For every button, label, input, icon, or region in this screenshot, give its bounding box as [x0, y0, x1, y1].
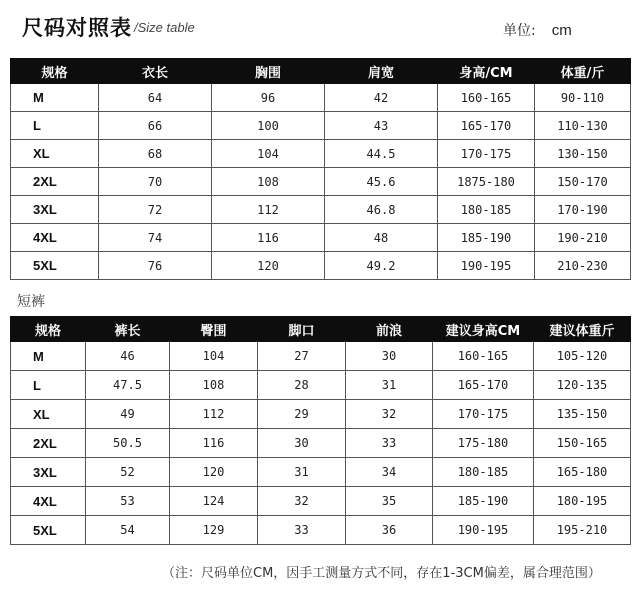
table-cell: 185-190 [433, 487, 534, 516]
table-cell: 36 [346, 516, 433, 545]
table-cell: 170-190 [535, 196, 631, 224]
table-header-row [11, 59, 631, 84]
table-cell: 129 [170, 516, 258, 545]
column-header: 前浪 [346, 317, 433, 342]
table-row [11, 458, 631, 487]
table-cell: 120 [212, 252, 325, 280]
table-cell: 50.5 [86, 429, 170, 458]
size-cell: 5XL [11, 516, 86, 545]
table-cell: 66 [99, 112, 212, 140]
table-row [11, 252, 631, 280]
table-cell: 49 [86, 400, 170, 429]
table-row [11, 112, 631, 140]
shorts-size-table [10, 316, 631, 545]
table-cell: 47.5 [86, 371, 170, 400]
table-row [11, 168, 631, 196]
tops-size-table [10, 58, 631, 280]
table-cell: 108 [212, 168, 325, 196]
column-header: 衣长 [99, 59, 212, 84]
table-row [11, 400, 631, 429]
table-cell: 190-195 [438, 252, 535, 280]
table-cell: 35 [346, 487, 433, 516]
size-cell: 4XL [11, 224, 99, 252]
table-cell: 1875-180 [438, 168, 535, 196]
table-cell: 32 [258, 487, 346, 516]
table-cell: 112 [170, 400, 258, 429]
size-cell: 4XL [11, 487, 86, 516]
table-cell: 28 [258, 371, 346, 400]
table-row [11, 84, 631, 112]
table-row [11, 371, 631, 400]
table-cell: 150-165 [534, 429, 631, 458]
table-cell: 116 [170, 429, 258, 458]
table-cell: 112 [212, 196, 325, 224]
table-cell: 31 [258, 458, 346, 487]
unit-value: cm [551, 22, 572, 39]
table-row [11, 196, 631, 224]
unit-indicator [503, 20, 572, 40]
table-cell: 45.6 [325, 168, 438, 196]
table-cell: 180-185 [438, 196, 535, 224]
table-cell: 160-165 [433, 342, 534, 371]
table-cell: 165-170 [438, 112, 535, 140]
table-cell: 29 [258, 400, 346, 429]
column-header: 体重/斤 [535, 59, 631, 84]
size-cell: L [11, 112, 99, 140]
table-cell: 180-185 [433, 458, 534, 487]
size-cell: 5XL [11, 252, 99, 280]
column-header: 建议体重斤 [534, 317, 631, 342]
table-cell: 170-175 [438, 140, 535, 168]
table-cell: 96 [212, 84, 325, 112]
table-cell: 150-170 [535, 168, 631, 196]
table-cell: 30 [346, 342, 433, 371]
page-title: 尺码对照表 [22, 16, 132, 40]
table-row [11, 224, 631, 252]
table-cell: 180-195 [534, 487, 631, 516]
column-header: 规格 [11, 317, 86, 342]
table-header-row [11, 317, 631, 342]
table-cell: 33 [258, 516, 346, 545]
table-cell: 190-210 [535, 224, 631, 252]
table-row [11, 516, 631, 545]
table-cell: 33 [346, 429, 433, 458]
column-header: 肩宽 [325, 59, 438, 84]
table-cell: 53 [86, 487, 170, 516]
measurement-note: （注：尺码单位CM，因手工测量方式不同，存在1-3CM偏差，属合理范围） [162, 566, 601, 581]
table-cell: 130-150 [535, 140, 631, 168]
table-cell: 52 [86, 458, 170, 487]
column-header: 裤长 [86, 317, 170, 342]
column-header: 身高/CM [438, 59, 535, 84]
column-header: 规格 [11, 59, 99, 84]
table-cell: 64 [99, 84, 212, 112]
table-cell: 49.2 [325, 252, 438, 280]
table-cell: 72 [99, 196, 212, 224]
table-cell: 160-165 [438, 84, 535, 112]
size-cell: M [11, 342, 86, 371]
table-cell: 46 [86, 342, 170, 371]
page-subtitle: /Size table [134, 20, 195, 35]
table-cell: 210-230 [535, 252, 631, 280]
table-cell: 30 [258, 429, 346, 458]
table-cell: 42 [325, 84, 438, 112]
table-cell: 34 [346, 458, 433, 487]
table-cell: 195-210 [534, 516, 631, 545]
table-cell: 175-180 [433, 429, 534, 458]
table-cell: 110-130 [535, 112, 631, 140]
table-cell: 31 [346, 371, 433, 400]
table-cell: 120 [170, 458, 258, 487]
column-header: 臀围 [170, 317, 258, 342]
table-cell: 104 [212, 140, 325, 168]
size-cell: L [11, 371, 86, 400]
table-cell: 104 [170, 342, 258, 371]
column-header: 建议身高CM [433, 317, 534, 342]
table-row [11, 140, 631, 168]
shorts-section-label: 短裤 [17, 294, 45, 310]
table-cell: 46.8 [325, 196, 438, 224]
table-row [11, 487, 631, 516]
size-cell: XL [11, 140, 99, 168]
table-cell: 100 [212, 112, 325, 140]
column-header: 脚口 [258, 317, 346, 342]
table-cell: 165-170 [433, 371, 534, 400]
size-cell: M [11, 84, 99, 112]
table-cell: 68 [99, 140, 212, 168]
table-cell: 54 [86, 516, 170, 545]
table-row [11, 342, 631, 371]
table-cell: 170-175 [433, 400, 534, 429]
table-cell: 185-190 [438, 224, 535, 252]
table-cell: 90-110 [535, 84, 631, 112]
table-cell: 135-150 [534, 400, 631, 429]
size-cell: 2XL [11, 429, 86, 458]
table-cell: 116 [212, 224, 325, 252]
table-cell: 165-180 [534, 458, 631, 487]
table-cell: 43 [325, 112, 438, 140]
table-cell: 76 [99, 252, 212, 280]
table-cell: 120-135 [534, 371, 631, 400]
size-cell: 2XL [11, 168, 99, 196]
size-cell: XL [11, 400, 86, 429]
table-cell: 190-195 [433, 516, 534, 545]
table-cell: 48 [325, 224, 438, 252]
size-cell: 3XL [11, 196, 99, 224]
column-header: 胸围 [212, 59, 325, 84]
table-cell: 108 [170, 371, 258, 400]
table-cell: 27 [258, 342, 346, 371]
table-cell: 70 [99, 168, 212, 196]
table-cell: 105-120 [534, 342, 631, 371]
table-row [11, 429, 631, 458]
size-cell: 3XL [11, 458, 86, 487]
table-cell: 44.5 [325, 140, 438, 168]
unit-label: 单位: [503, 23, 536, 39]
table-cell: 124 [170, 487, 258, 516]
table-cell: 32 [346, 400, 433, 429]
table-cell: 74 [99, 224, 212, 252]
